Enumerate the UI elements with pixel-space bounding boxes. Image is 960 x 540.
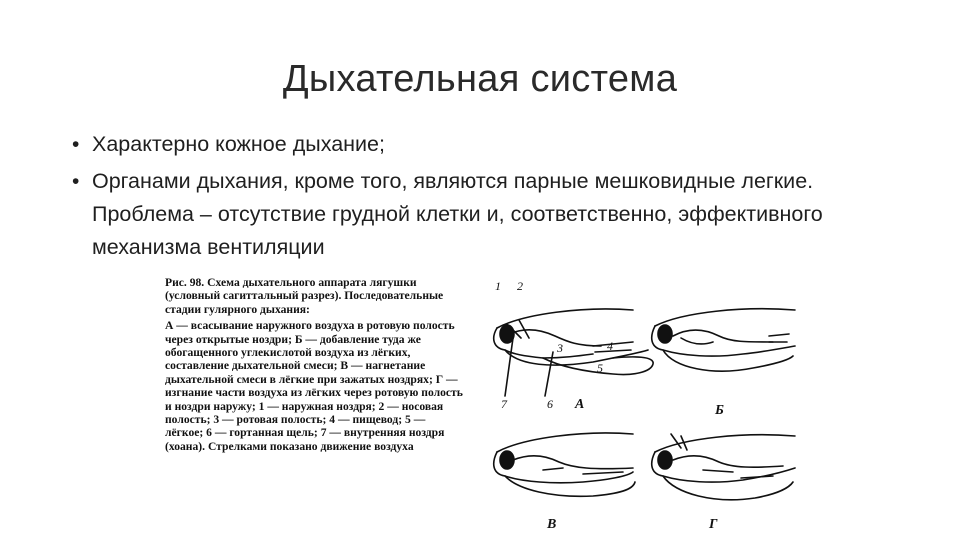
bullet-dot: • xyxy=(72,170,80,193)
frog-respiration-figure xyxy=(165,276,795,536)
figure-caption xyxy=(165,276,465,453)
label-6: 6 xyxy=(547,397,553,411)
panel-b-drawing xyxy=(652,309,795,371)
panel-v-eye xyxy=(500,451,514,469)
caption-heading: Рис. 98. Схема дыхательного аппарата лягушки (условный сагиттальный разрез). Последовательные стадии гулярного дыхания: xyxy=(165,276,444,316)
panel-label-v: В xyxy=(547,517,557,532)
slide-title: Дыхательная система xyxy=(282,58,678,100)
label-4: 4 xyxy=(607,339,613,353)
frog-diagrams xyxy=(483,276,798,536)
panel-g-eye xyxy=(658,451,672,469)
panel-label-a: А xyxy=(575,397,585,412)
panel-v-drawing xyxy=(494,433,635,496)
frog-diagrams-svg xyxy=(483,276,798,536)
label-7: 7 xyxy=(501,397,507,411)
bullet-dot: • xyxy=(72,133,80,156)
bullet-item xyxy=(72,128,912,161)
bullet-item xyxy=(72,165,912,264)
panel-a-drawing xyxy=(494,309,653,396)
label-5: 5 xyxy=(597,361,603,375)
panel-label-g: Г xyxy=(709,517,718,532)
label-1: 1 xyxy=(495,279,501,293)
panel-label-b: Б xyxy=(715,403,724,418)
bullet-text: Органами дыхания, кроме того, являются парные мешковидные легкие. Проблема – отсутствие грудной клетки и, соответственно, эффективного механизма вентиляции xyxy=(92,169,823,259)
label-3: 3 xyxy=(557,341,563,355)
caption-body: А — всасывание наружного воздуха в ротовую полость через открытые ноздри; Б — добавление туда же обогащенного углекислотой воздуха из лёгких, составление дыхательной смеси; В — нагнетание дыхательной смеси в лёгкие при зажатых ноздрях; Г — изгнание части воздуха из лёгких через ротовую полость и ноздри наружу; 1 — наружная ноздря; 2 — носовая полость; 3 — ротовая полость; 4 — пищевод; 5 — лёгкое; 6 — гортанная щель; 7 — внутренняя ноздря (хоана). Стрелками показано движение воздуха xyxy=(165,319,463,453)
bullet-list xyxy=(72,128,912,268)
panel-g-drawing xyxy=(652,434,795,500)
bullet-text: Характерно кожное дыхание; xyxy=(92,132,385,156)
panel-b-eye xyxy=(658,325,672,343)
label-2: 2 xyxy=(517,279,523,293)
panel-a-eye xyxy=(500,325,514,343)
